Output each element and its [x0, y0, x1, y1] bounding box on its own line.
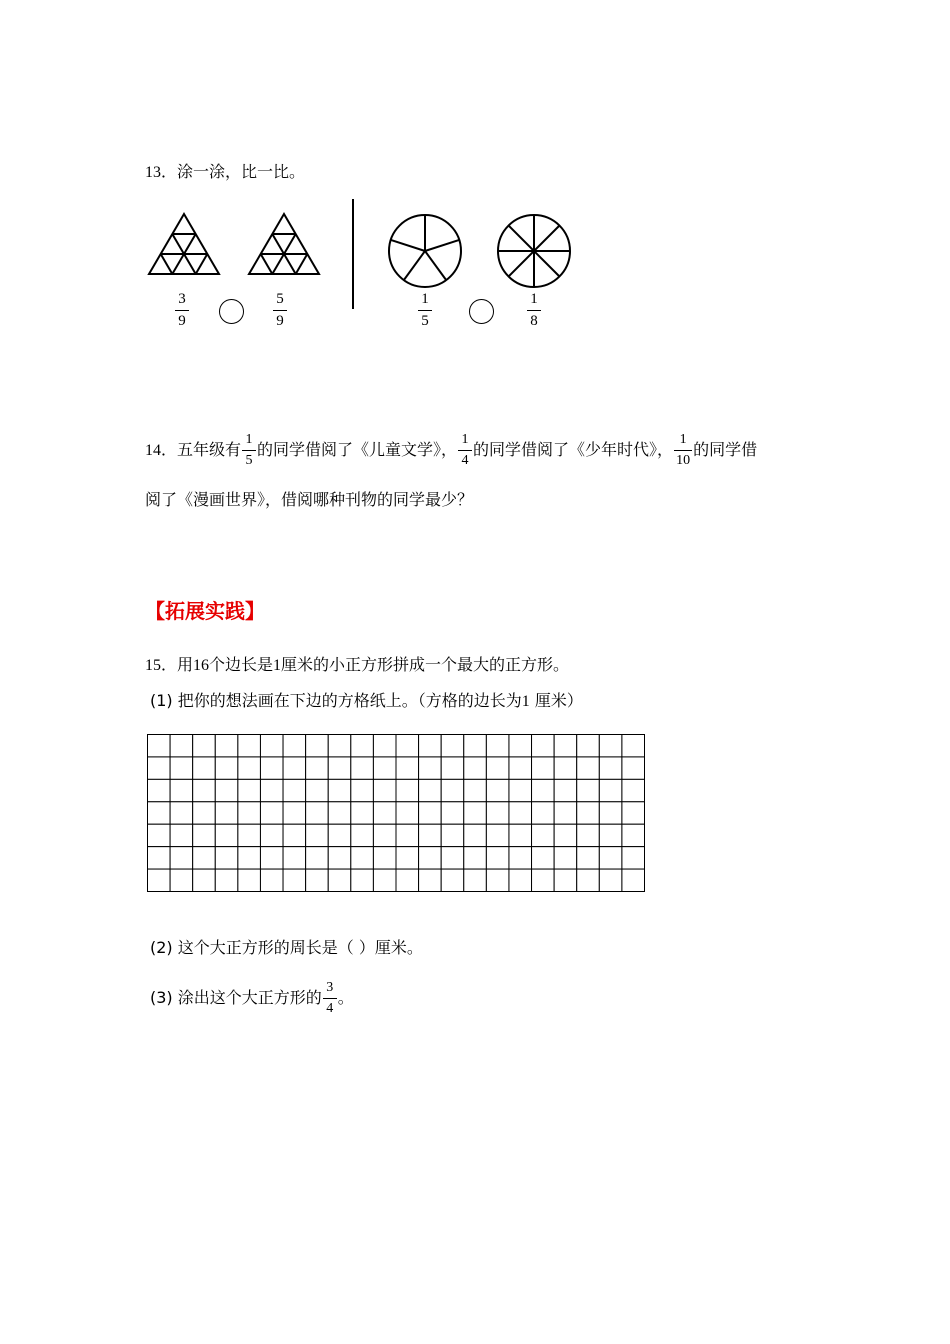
grid-cell[interactable] — [554, 735, 577, 757]
grid-cell[interactable] — [193, 802, 216, 824]
grid-cell[interactable] — [306, 869, 329, 891]
grid-cell[interactable] — [577, 847, 600, 869]
grid-cell[interactable] — [260, 802, 283, 824]
grid-cell[interactable] — [441, 847, 464, 869]
grid-cell[interactable] — [554, 757, 577, 779]
grid-cell[interactable] — [509, 824, 532, 846]
grid-cell[interactable] — [193, 847, 216, 869]
grid-cell[interactable] — [599, 847, 622, 869]
q15-fraction-3-4: $\frac{3}{4}$ — [324, 980, 336, 1017]
grid-cell[interactable] — [260, 824, 283, 846]
grid-cell[interactable] — [419, 757, 442, 779]
grid-cell[interactable] — [509, 802, 532, 824]
grid-cell[interactable] — [396, 735, 419, 757]
grid-cell[interactable] — [260, 757, 283, 779]
grid-cell[interactable] — [532, 757, 555, 779]
grid-cell[interactable] — [351, 757, 374, 779]
grid-cell[interactable] — [351, 802, 374, 824]
grid-cell[interactable] — [373, 735, 396, 757]
grid-cell[interactable] — [509, 847, 532, 869]
q13-text: 涂一涂，比一比。 — [177, 162, 306, 181]
grid-cell[interactable] — [464, 735, 487, 757]
q14-fraction-1-4: $\frac{1}{4}$ — [459, 432, 471, 469]
q13-fraction-1-5: 1 5 — [413, 291, 437, 329]
grid-cell[interactable] — [509, 869, 532, 891]
grid-cell[interactable] — [351, 735, 374, 757]
grid-cell[interactable] — [260, 779, 283, 801]
grid-cell[interactable] — [260, 869, 283, 891]
grid-cell[interactable] — [328, 869, 351, 891]
grid-cell[interactable] — [486, 847, 509, 869]
grid-cell[interactable] — [441, 869, 464, 891]
grid-cell[interactable] — [148, 735, 171, 757]
grid-cell[interactable] — [238, 757, 261, 779]
grid-cell[interactable] — [148, 824, 171, 846]
grid-cell[interactable] — [238, 779, 261, 801]
grid-cell[interactable] — [577, 802, 600, 824]
q14-line-1: 14．五年级有 $\frac{1}{5}$ 的同学借阅了《儿童文学》， $\frac{1}{4}$ 的同学借阅了《少年时代》， $\frac{1}{10}$ 的同学借 — [145, 431, 758, 468]
grid-cell[interactable] — [509, 757, 532, 779]
grid-cell[interactable] — [486, 869, 509, 891]
grid-cell[interactable] — [170, 869, 193, 891]
q14-line-2: 阅了《漫画世界》，借阅哪种刊物的同学最少？ — [145, 490, 474, 509]
grid-cell[interactable] — [373, 847, 396, 869]
grid-cell[interactable] — [328, 847, 351, 869]
grid-cell[interactable] — [441, 757, 464, 779]
grid-cell[interactable] — [599, 735, 622, 757]
grid-cell[interactable] — [283, 757, 306, 779]
grid-cell[interactable] — [170, 847, 193, 869]
grid-cell[interactable] — [419, 779, 442, 801]
grid-cell[interactable] — [283, 847, 306, 869]
grid-cell[interactable] — [351, 779, 374, 801]
grid-cell[interactable] — [328, 757, 351, 779]
q13-circle-eighths — [496, 213, 572, 289]
grid-cell[interactable] — [486, 779, 509, 801]
grid-cell[interactable] — [215, 779, 238, 801]
grid-cell[interactable] — [622, 802, 645, 824]
grid-cell[interactable] — [599, 824, 622, 846]
grid-cell[interactable] — [622, 847, 645, 869]
grid-cell[interactable] — [577, 735, 600, 757]
grid-cell[interactable] — [328, 779, 351, 801]
q14-number: 14 — [145, 442, 161, 459]
grid-cell[interactable] — [193, 757, 216, 779]
grid-cell[interactable] — [441, 802, 464, 824]
q13-number: 13 — [145, 164, 161, 181]
grid-cell[interactable] — [532, 779, 555, 801]
section-heading: 【拓展实践】 — [145, 599, 265, 623]
grid-cell[interactable] — [306, 779, 329, 801]
q14-fraction-1-10: $\frac{1}{10}$ — [676, 431, 691, 468]
grid-cell[interactable] — [532, 847, 555, 869]
grid-cell[interactable] — [509, 735, 532, 757]
grid-cell[interactable] — [554, 779, 577, 801]
grid-cell[interactable] — [283, 735, 306, 757]
grid-cell[interactable] — [306, 847, 329, 869]
grid-cell[interactable] — [170, 757, 193, 779]
grid-cell[interactable] — [622, 824, 645, 846]
grid-cell[interactable] — [577, 824, 600, 846]
grid-cell[interactable] — [464, 824, 487, 846]
grid-cell[interactable] — [283, 869, 306, 891]
grid-cell[interactable] — [170, 824, 193, 846]
grid-cell[interactable] — [486, 824, 509, 846]
grid-cell[interactable] — [193, 824, 216, 846]
q13-divider — [351, 199, 355, 309]
q13-circle-fifths — [387, 213, 463, 289]
grid-cell[interactable] — [238, 869, 261, 891]
grid-cell[interactable] — [148, 847, 171, 869]
grid-cell[interactable] — [373, 757, 396, 779]
q13-fraction-1-8: 1 8 — [522, 291, 546, 329]
q13-fraction-3-9: 3 9 — [170, 291, 194, 329]
grid-cell[interactable] — [622, 869, 645, 891]
grid-cell[interactable] — [554, 802, 577, 824]
grid-cell[interactable] — [396, 802, 419, 824]
grid-cell[interactable] — [396, 847, 419, 869]
grid-cell[interactable] — [238, 735, 261, 757]
square-grid-paper[interactable] — [147, 734, 645, 892]
grid-cell[interactable] — [554, 847, 577, 869]
q15-prompt: 15．用16个边长是1厘米的小正方形拼成一个最大的正方形。 — [145, 655, 570, 674]
grid-cell[interactable] — [193, 735, 216, 757]
grid-cell[interactable] — [599, 779, 622, 801]
grid-cell[interactable] — [532, 735, 555, 757]
q15-number: 15 — [145, 657, 161, 674]
grid-cell[interactable] — [306, 735, 329, 757]
grid-cell[interactable] — [215, 757, 238, 779]
grid-cell[interactable] — [215, 802, 238, 824]
grid-cell[interactable] — [464, 757, 487, 779]
grid-cell[interactable] — [373, 869, 396, 891]
q13-triangle-right — [248, 213, 320, 275]
grid-cell[interactable] — [441, 824, 464, 846]
grid-cell[interactable] — [486, 757, 509, 779]
grid-cell[interactable] — [577, 757, 600, 779]
q13-compare-circle-2[interactable] — [469, 299, 494, 324]
q13-compare-circle-1[interactable] — [219, 299, 244, 324]
grid-cell[interactable] — [419, 824, 442, 846]
grid-cell[interactable] — [351, 869, 374, 891]
grid-cell[interactable] — [260, 735, 283, 757]
grid-cell[interactable] — [464, 802, 487, 824]
grid-cell[interactable] — [464, 847, 487, 869]
grid-cell[interactable] — [554, 869, 577, 891]
grid-cell[interactable] — [599, 802, 622, 824]
q13-fraction-5-9: 5 9 — [268, 291, 292, 329]
grid-cell[interactable] — [532, 869, 555, 891]
grid-cell[interactable] — [215, 869, 238, 891]
grid-cell[interactable] — [373, 802, 396, 824]
grid-cell[interactable] — [148, 757, 171, 779]
grid-cell[interactable] — [419, 735, 442, 757]
grid-cell[interactable] — [238, 847, 261, 869]
grid-cell[interactable] — [260, 847, 283, 869]
grid-cell[interactable] — [351, 824, 374, 846]
grid-cell[interactable] — [351, 847, 374, 869]
grid-cell[interactable] — [622, 757, 645, 779]
grid-cell[interactable] — [396, 757, 419, 779]
grid-cell[interactable] — [170, 802, 193, 824]
grid-cell[interactable] — [599, 869, 622, 891]
grid-cell[interactable] — [396, 779, 419, 801]
q13-dot: ． — [161, 162, 178, 181]
grid-cell[interactable] — [306, 824, 329, 846]
grid-cell[interactable] — [148, 779, 171, 801]
grid-cell[interactable] — [148, 802, 171, 824]
grid-cell[interactable] — [622, 779, 645, 801]
grid-cell[interactable] — [170, 735, 193, 757]
grid-cell[interactable] — [464, 869, 487, 891]
grid-cell[interactable] — [532, 824, 555, 846]
grid-cell[interactable] — [509, 779, 532, 801]
grid-cell[interactable] — [396, 824, 419, 846]
grid-cell[interactable] — [486, 735, 509, 757]
q13-triangle-left — [148, 213, 220, 275]
grid-cell[interactable] — [373, 779, 396, 801]
grid-cell[interactable] — [148, 869, 171, 891]
grid-cell[interactable] — [373, 824, 396, 846]
grid-cell[interactable] — [283, 802, 306, 824]
grid-cell[interactable] — [441, 735, 464, 757]
grid-cell[interactable] — [283, 824, 306, 846]
grid-cell[interactable] — [283, 779, 306, 801]
grid-cell[interactable] — [464, 779, 487, 801]
q15-sub3: (3) 涂出这个大正方形的 $\frac{3}{4}$ 。 — [150, 979, 354, 1016]
q15-sub2: (2) 这个大正方形的周长是（ ）厘米。 — [150, 938, 423, 957]
grid-cell[interactable] — [599, 757, 622, 779]
grid-cell[interactable] — [419, 869, 442, 891]
grid-cell[interactable] — [419, 847, 442, 869]
grid-cell[interactable] — [328, 824, 351, 846]
grid-cell[interactable] — [577, 779, 600, 801]
grid-cell[interactable] — [306, 802, 329, 824]
grid-cell[interactable] — [532, 802, 555, 824]
grid-cell[interactable] — [170, 779, 193, 801]
grid-cell[interactable] — [215, 847, 238, 869]
grid-cell[interactable] — [554, 824, 577, 846]
grid-cell[interactable] — [306, 757, 329, 779]
grid-cell[interactable] — [193, 779, 216, 801]
grid-cell[interactable] — [328, 735, 351, 757]
q14-fraction-1-5: $\frac{1}{5}$ — [243, 432, 255, 469]
grid-cell[interactable] — [215, 824, 238, 846]
grid-cell[interactable] — [486, 802, 509, 824]
grid-cell[interactable] — [238, 824, 261, 846]
grid-cell[interactable] — [419, 802, 442, 824]
q13-prompt — [145, 164, 305, 181]
grid-cell[interactable] — [441, 779, 464, 801]
grid-cell[interactable] — [577, 869, 600, 891]
q15-sub1: (1) 把你的想法画在下边的方格纸上。（方格的边长为1 厘米） — [150, 691, 583, 710]
grid-cell[interactable] — [396, 869, 419, 891]
grid-cell[interactable] — [622, 735, 645, 757]
grid-cell[interactable] — [193, 869, 216, 891]
grid-cell[interactable] — [215, 735, 238, 757]
grid-cell[interactable] — [238, 802, 261, 824]
grid-cell[interactable] — [328, 802, 351, 824]
